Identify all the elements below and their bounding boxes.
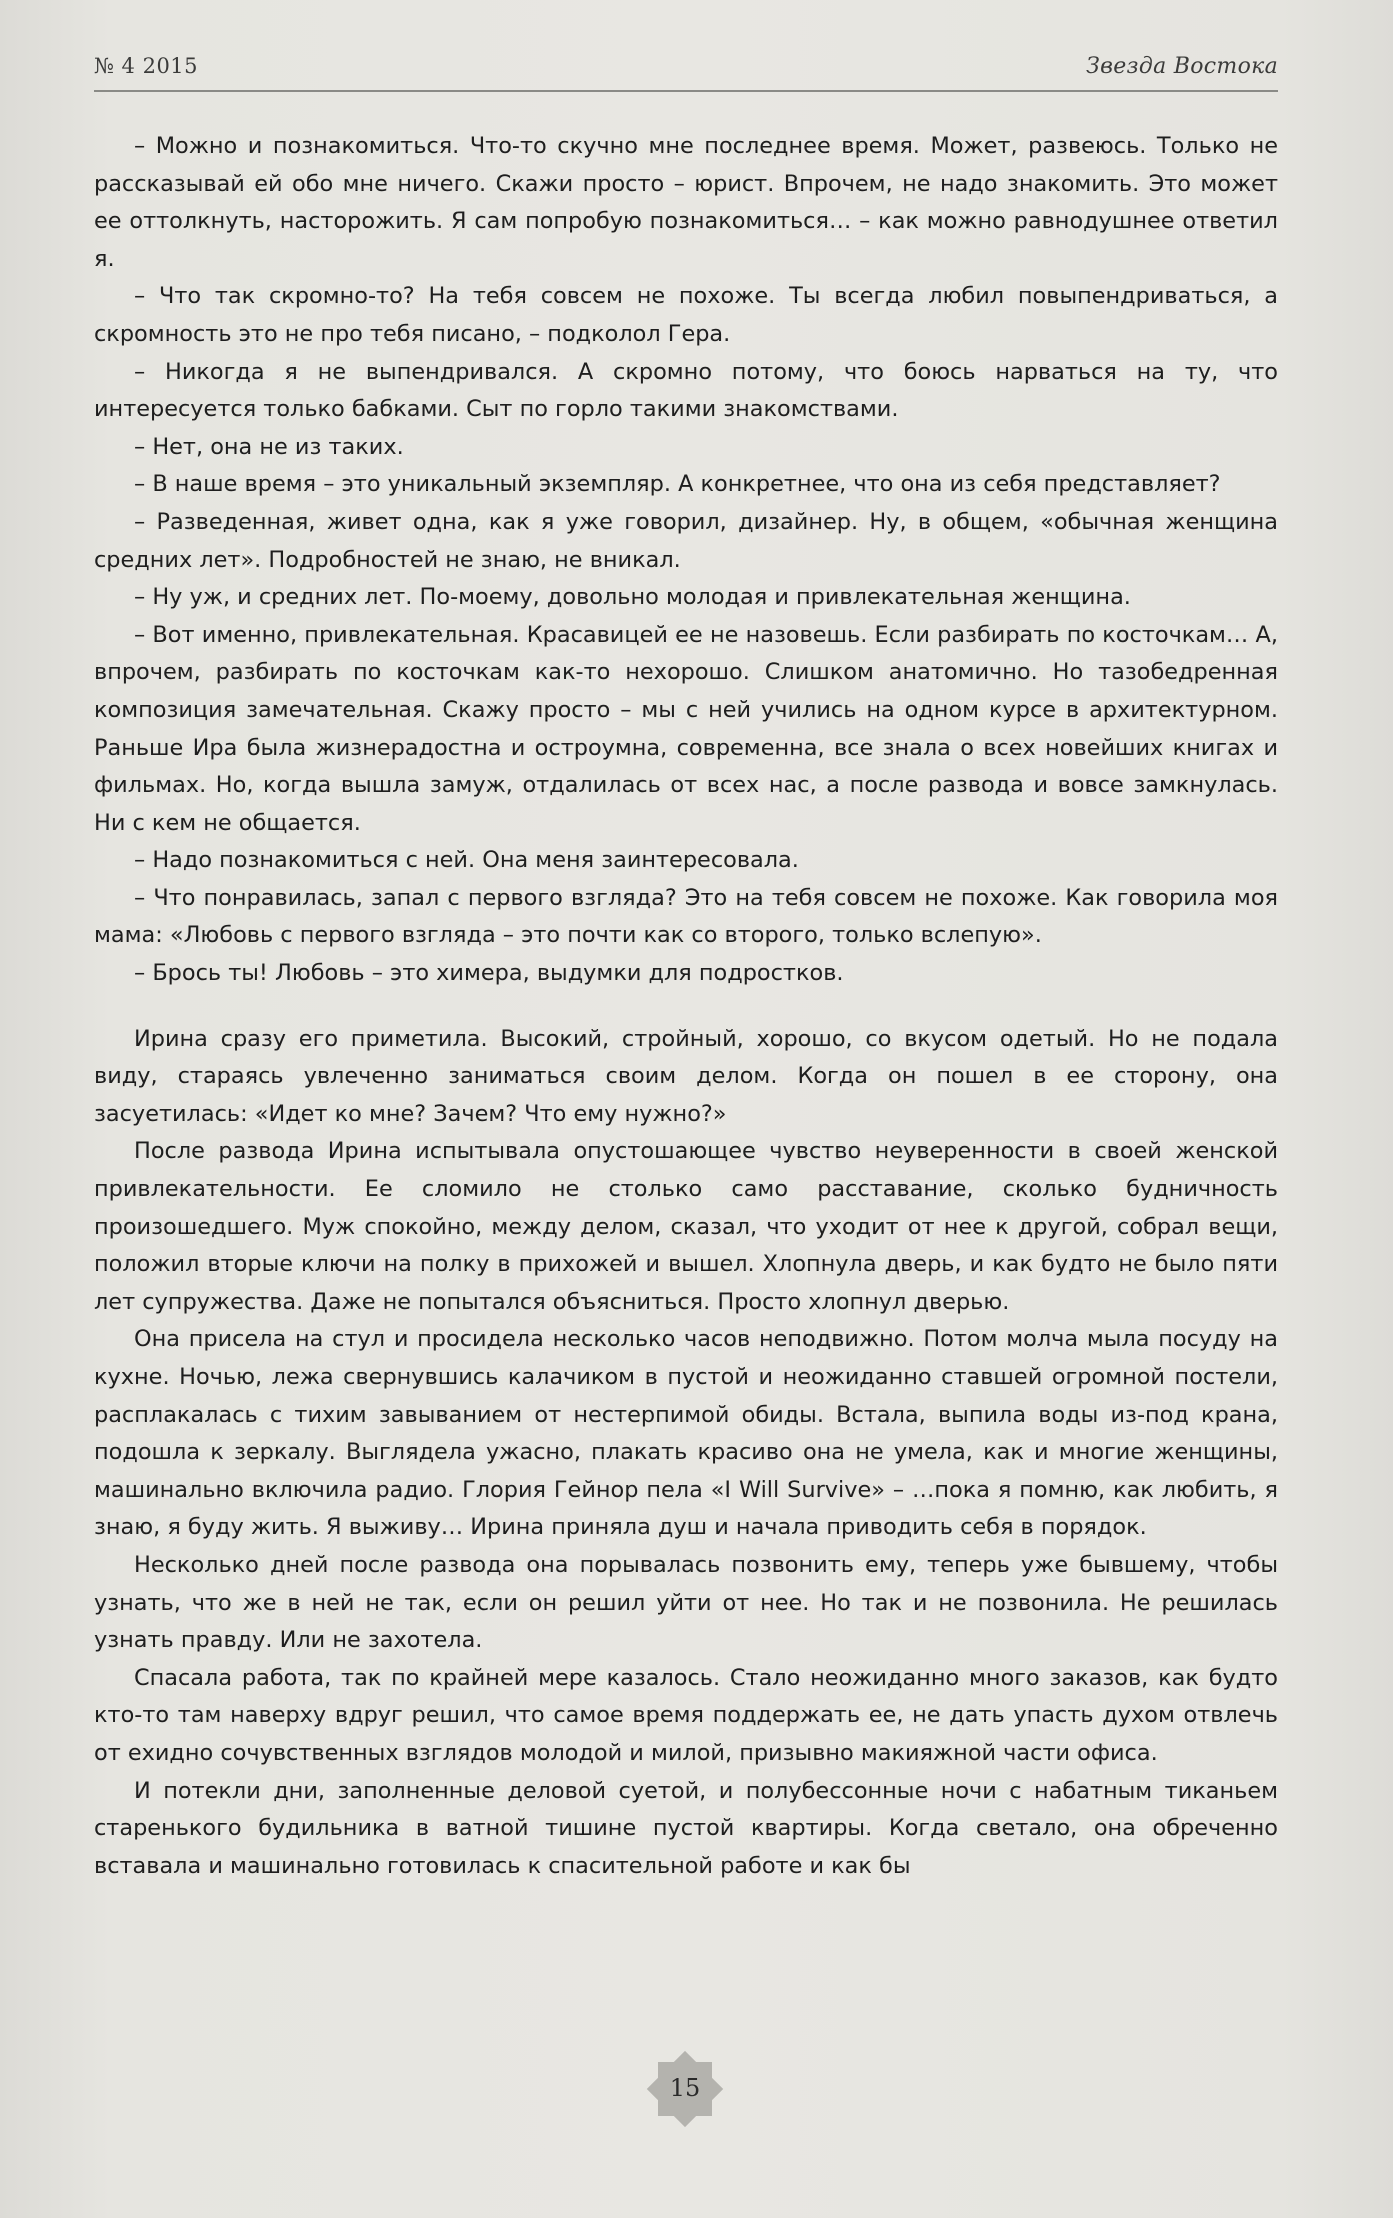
paragraph: – В наше время – это уникальный экземпляр. А конкретнее, что она из себя представляет? (134, 471, 1221, 498)
paragraph: Несколько дней после развода она порывалась позвонить ему, теперь уже бывшему, чтобы узнать, что же в ней не так, если он решил уйти от нее. Но так и не позвонила. Не решилась узнать правду. Или не захотела. (94, 1551, 1278, 1654)
page-number: 15 (669, 2074, 701, 2102)
paragraph: – Вот именно, привлекательная. Красавицей ее не назовешь. Если разбирать по косточкам… А, впрочем, разбирать по косточкам как-то нехорошо. Слишком анатомично. Но тазобедренная композиция замечательная. Скажу просто – мы с ней учились на одном курсе в архитектурном. Раньше Ира была жизнерадостна и остроумна, современна, все знала о всех новейших книгах и фильмах. Но, когда вышла замуж, отдалилась от всех нас, а после развода и вовсе замкнулась. Ни с кем не общается. (94, 621, 1278, 836)
paragraph: Она присела на стул и просидела несколько часов неподвижно. Потом молча мыла посуду на кухне. Ночью, лежа свернувшись калачиком в пустой и неожиданно ставшей огромной постели, расплакалась с тихим завыванием от нестерпимой обиды. Встала, выпила воды из-под крана, подошла к зеркалу. Выглядела ужасно, плакать красиво она не умела, как и многие женщины, машинально включила радио. Глория Гейнор пела «I Will Survive» – …пока я помню, как любить, я знаю, я буду жить. Я выживу… Ирина приняла душ и начала приводить себя в порядок. (94, 1326, 1278, 1541)
paragraph: Ирина сразу его приметила. Высокий, стройный, хорошо, со вкусом одетый. Но не подала виду, стараясь увлеченно заниматься своим делом. Когда он пошел в ее сторону, она засуетилась: «Идет ко мне? Зачем? Что ему нужно?» (94, 1025, 1278, 1127)
paragraph: – Надо познакомиться с ней. Она меня заинтересовала. (134, 847, 799, 874)
paragraph: – Что так скромно-то? На тебя совсем не похоже. Ты всегда любил повыпендриваться, а скромность это не про тебя писано, – подколол Гера. (94, 283, 1278, 347)
paragraph: После развода Ирина испытывала опустошающее чувство неуверенности в своей женской привлекательности. Ее сломило не столько само расставание, сколько будничность произошедшего. Муж спокойно, между делом, сказал, что уходит от нее к другой, собрал вещи, положил вторые ключи на полку в прихожей и вышел. Хлопнула дверь, и как будто не было пяти лет супружества. Даже не попытался объясниться. Просто хлопнул дверью. (94, 1138, 1278, 1315)
paragraph: – Что понравилась, запал с первого взгляда? Это на тебя совсем не похоже. Как говорила моя мама: «Любовь с первого взгляда – это почти как со второго, только вслепую». (94, 884, 1278, 949)
paragraph: – Брось ты! Любовь – это химера, выдумки для подростков. (134, 960, 844, 987)
paragraph: – Разведенная, живет одна, как я уже говорил, дизайнер. Ну, в общем, «обычная женщина средних лет». Подробностей не знаю, не вникал. (94, 508, 1278, 573)
paragraph: Спасала работа, так по крайней мере казалось. Стало неожиданно много заказов, как будто кто-то там наверху вдруг решил, что самое время поддержать ее, не дать упасть духом отвлечь от ехидно сочувственных взглядов молодой и милой, призывно макияжной части офиса. (94, 1664, 1278, 1766)
paragraph: – Можно и познакомиться. Что-то скучно мне последнее время. Может, развеюсь. Только не рассказывай ей обо мне ничего. Скажи просто – юрист. Впрочем, не надо знакомить. Это может ее оттолкнуть, насторожить. Я сам попробую познакомиться… – как можно равнодушнее ответил я. (94, 133, 1278, 272)
paragraph: – Нет, она не из таких. (134, 433, 404, 460)
paragraph: – Никогда я не выпендривался. А скромно потому, что боюсь нарваться на ту, что интересуется только бабками. Сыт по горло такими знакомствами. (94, 358, 1278, 423)
page-number-badge (646, 2050, 724, 2128)
issue-number: № 4 2015 (94, 54, 199, 78)
paragraph: И потекли дни, заполненные деловой суетой, и полубессонные ночи с набатным тиканьем старенького будильника в ватной тишине пустой квартиры. Когда светало, она обреченно вставала и машинально готовилась к спасительной работе и как бы (94, 1777, 1278, 1879)
journal-title: Звезда Востока (1086, 54, 1278, 79)
running-header (94, 50, 1278, 92)
body-text (94, 128, 1278, 1885)
paragraph: – Ну уж, и средних лет. По-моему, довольно молодая и привлекательная женщина. (134, 584, 1131, 611)
